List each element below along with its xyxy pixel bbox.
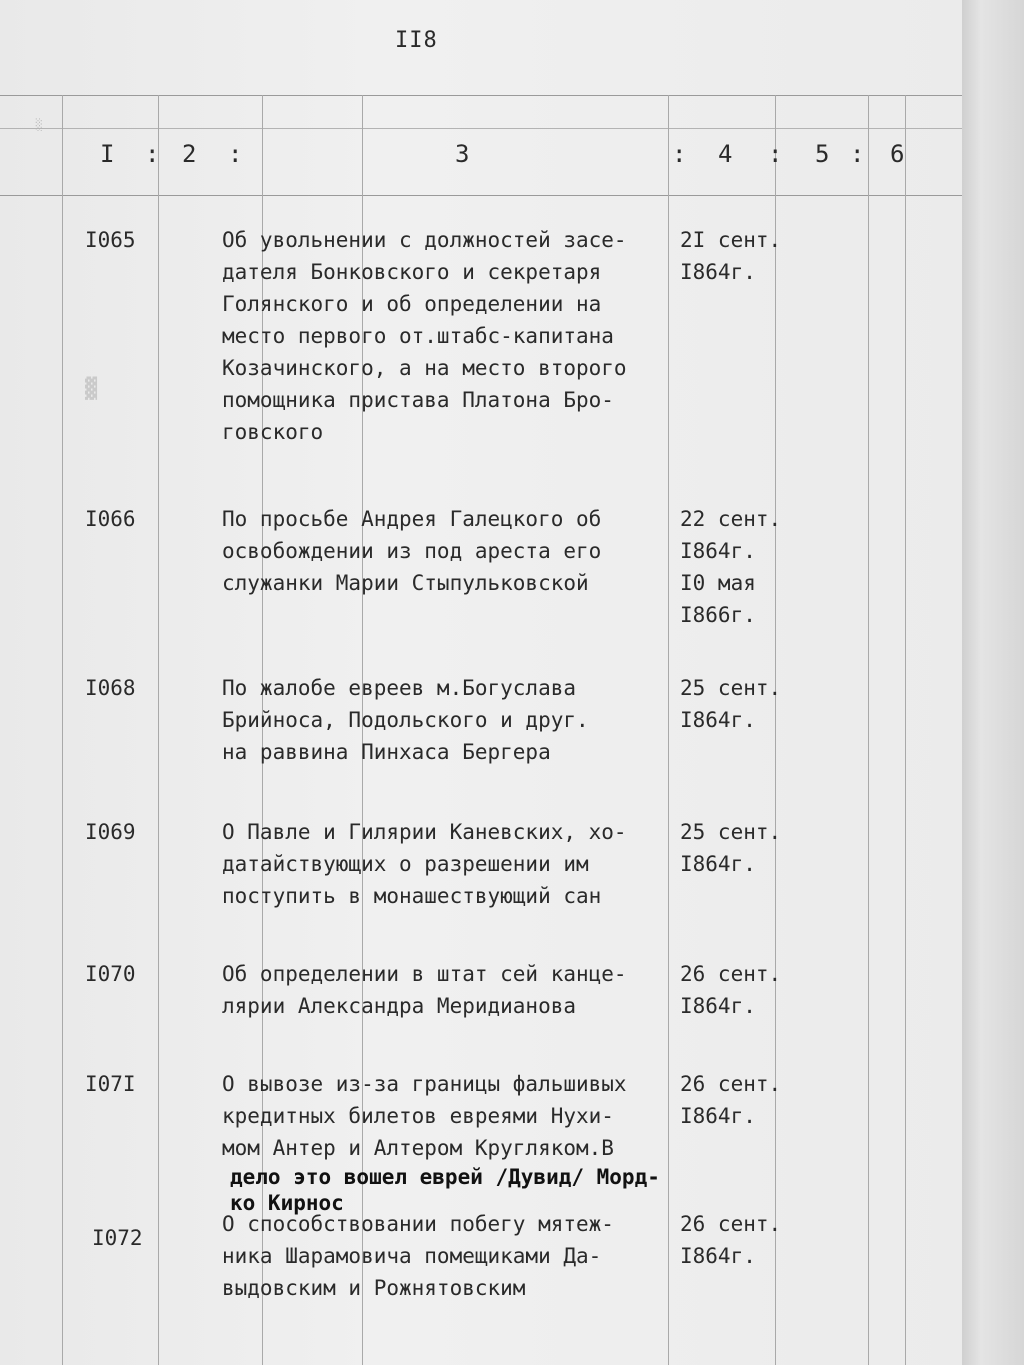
header-line <box>0 128 962 129</box>
entry-description <box>222 224 672 448</box>
date-line: 26 сент. <box>680 962 782 986</box>
description-line: О способствовании побегу мятеж- <box>222 1212 614 1236</box>
column-header: 3 <box>455 140 470 168</box>
description-line: выдовским и Рожнятовским <box>222 1276 526 1300</box>
faint-header-mark: ░ <box>35 118 42 131</box>
date-line: I864г. <box>680 1244 756 1268</box>
page-edge <box>962 0 1024 1365</box>
description-line: Об определении в штат сей канце- <box>222 962 627 986</box>
description-line: ника Шарамовича помещиками Да- <box>222 1244 602 1268</box>
column-header: 4 <box>718 140 733 168</box>
entry-number: I068 <box>85 676 136 700</box>
entry-description <box>222 503 672 599</box>
bleed-through-text: ▓ <box>85 376 98 400</box>
column-rule <box>62 95 63 1365</box>
description-line: лярии Александра Меридианова <box>222 994 577 1018</box>
description-line: Об увольнении с должностей засе- <box>222 228 627 252</box>
column-header: 6 <box>890 140 905 168</box>
description-line: освобождении из под ареста его <box>222 539 602 563</box>
added-note-line: ко Кирнос <box>230 1191 344 1215</box>
date-line: I866г. <box>680 603 756 627</box>
entry-number: I070 <box>85 962 136 986</box>
description-line: помощника пристава Платона Бро- <box>222 388 614 412</box>
date-line: I864г. <box>680 539 756 563</box>
column-separator: : <box>228 140 243 168</box>
entry-date <box>680 672 800 736</box>
added-note-line: дело это вошел еврей /Дувид/ Морд- <box>230 1165 660 1189</box>
entry-description <box>222 816 672 912</box>
date-line: I864г. <box>680 1104 756 1128</box>
entry-number: I069 <box>85 820 136 844</box>
description-line: Козачинского, а на место второго <box>222 356 627 380</box>
column-separator: : <box>145 140 160 168</box>
date-line: I864г. <box>680 260 756 284</box>
description-line: место первого от.штабс-капитана <box>222 324 614 348</box>
entry-date <box>680 1068 800 1132</box>
entry-date <box>680 503 800 631</box>
entry-number: I072 <box>92 1226 143 1250</box>
description-line: О вывозе из-за границы фальшивых <box>222 1072 627 1096</box>
entry-description <box>222 958 672 1022</box>
date-line: I864г. <box>680 852 756 876</box>
description-line: на раввина Пинхаса Бергера <box>222 740 551 764</box>
column-header-row <box>0 140 962 176</box>
table-top-line <box>0 95 962 96</box>
column-rule <box>905 95 906 1365</box>
description-line: служанки Марии Стыпульковской <box>222 571 589 595</box>
header-bottom-line <box>0 195 962 196</box>
entry-date <box>680 1208 800 1272</box>
entry-description <box>222 1068 672 1216</box>
date-line: 22 сент. <box>680 507 782 531</box>
column-rule <box>158 95 159 1365</box>
column-rule <box>868 95 869 1365</box>
entry-date <box>680 816 800 880</box>
description-line: дателя Бонковского и секретаря <box>222 260 602 284</box>
description-line: О Павле и Гилярии Каневских, хо- <box>222 820 627 844</box>
entry-number: I065 <box>85 228 136 252</box>
column-separator: : <box>672 140 687 168</box>
date-line: I0 мая <box>680 571 756 595</box>
entry-date <box>680 958 800 1022</box>
entry-description <box>222 1208 672 1304</box>
description-line: мом Антер и Алтером Кругляком.В <box>222 1136 614 1160</box>
column-header: 5 <box>815 140 830 168</box>
date-line: 26 сент. <box>680 1212 782 1236</box>
date-line: 25 сент. <box>680 820 782 844</box>
date-line: 26 сент. <box>680 1072 782 1096</box>
description-line: поступить в монашествующий сан <box>222 884 602 908</box>
page-number: II8 <box>395 28 438 53</box>
column-header: I <box>100 140 115 168</box>
description-line: По просьбе Андрея Галецкого об <box>222 507 602 531</box>
description-line: датайствующих о разрешении им <box>222 852 589 876</box>
description-line: говского <box>222 420 324 444</box>
description-line: Брийноса, Подольского и друг. <box>222 708 589 732</box>
entry-description <box>222 672 672 768</box>
column-separator: : <box>768 140 783 168</box>
date-line: I864г. <box>680 708 756 732</box>
column-header: 2 <box>182 140 197 168</box>
column-separator: : <box>850 140 865 168</box>
date-line: 25 сент. <box>680 676 782 700</box>
description-line: Голянского и об определении на <box>222 292 602 316</box>
entry-number: I07I <box>85 1072 136 1096</box>
entry-number: I066 <box>85 507 136 531</box>
entry-date <box>680 224 800 288</box>
description-line: кредитных билетов евреями Нухи- <box>222 1104 614 1128</box>
date-line: I864г. <box>680 994 756 1018</box>
date-line: 2I сент. <box>680 228 782 252</box>
description-line: По жалобе евреев м.Богуслава <box>222 676 577 700</box>
